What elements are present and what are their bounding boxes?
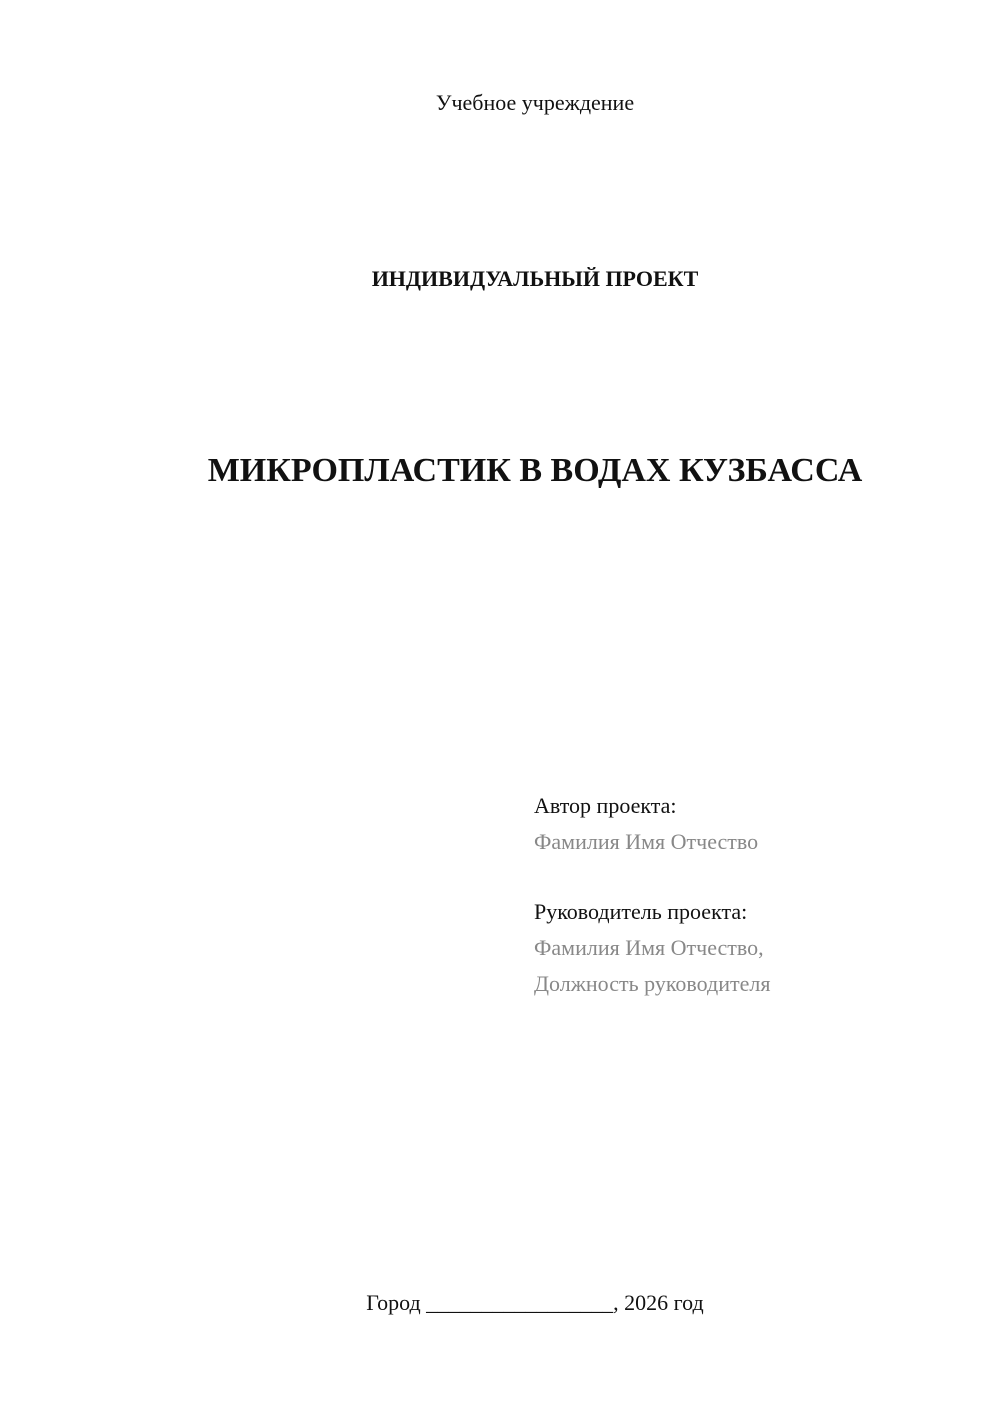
supervisor-name: Фамилия Имя Отчество, (534, 935, 764, 960)
supervisor-label: Руководитель проекта: (534, 899, 748, 924)
footer-line (0, 1290, 1000, 1316)
supervisor-position: Должность руководителя (534, 971, 771, 996)
info-spacer (534, 860, 974, 894)
project-info-block (534, 788, 974, 1002)
project-type-heading: ИНДИВИДУАЛЬНЫЙ ПРОЕКТ (371, 266, 699, 291)
city-year: Город _________________, 2026 год (366, 1290, 704, 1315)
author-name: Фамилия Имя Отчество (534, 829, 759, 854)
author-label: Автор проекта: (534, 793, 677, 818)
project-title: МИКРОПЛАСТИК В ВОДАХ КУЗБАССА (207, 452, 863, 489)
institution-name: Учебное учреждение (435, 90, 635, 115)
